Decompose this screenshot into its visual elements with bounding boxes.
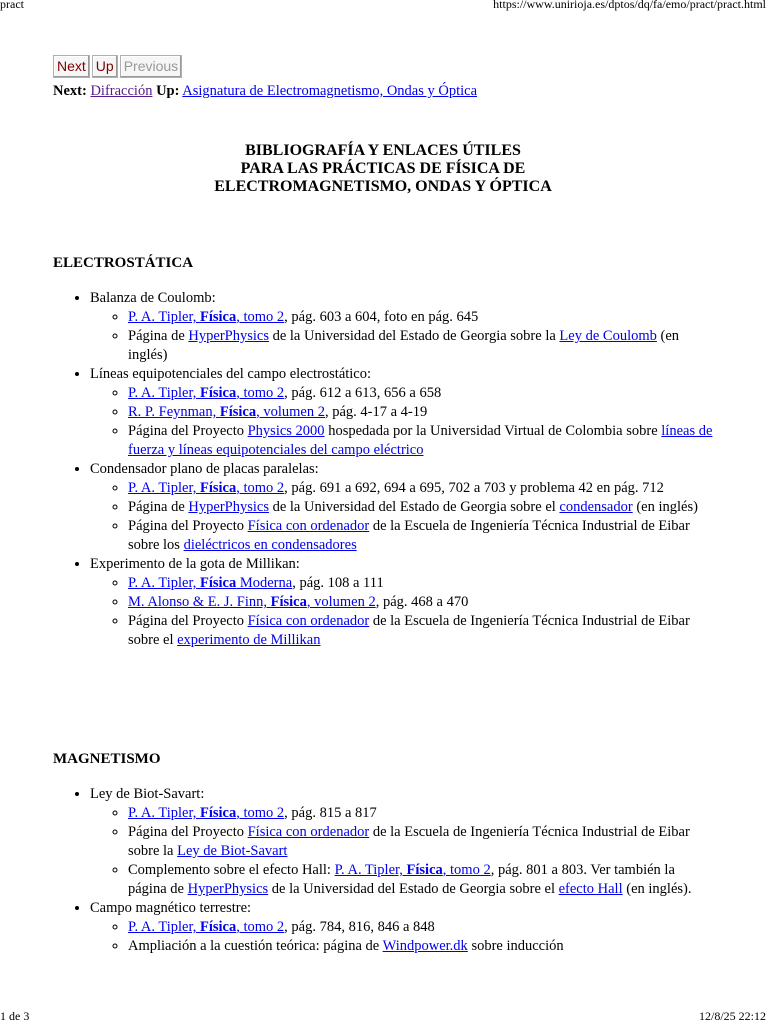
reference-text: , pág. 468 a 470 (375, 594, 469, 610)
reference-link[interactable]: Física (270, 594, 307, 610)
reference-link[interactable]: , tomo 2 (236, 480, 285, 496)
reference-link[interactable]: Física (199, 480, 237, 496)
topic-item (90, 460, 713, 555)
reference-list (90, 804, 713, 899)
reference-item (128, 861, 713, 899)
reference-list (90, 918, 713, 956)
reference-text: de la Escuela de Ingeniería Técnica Industrial de Eibar sobre la (128, 824, 690, 859)
reference-text: Página del Proyecto (128, 824, 248, 840)
reference-link[interactable]: condensador (559, 499, 633, 515)
reference-text: de la Universidad del Estado de Georgia sobre el (268, 881, 559, 897)
reference-link[interactable]: dieléctricos en condensadores (183, 537, 357, 553)
print-page-title: pract (0, 0, 24, 11)
reference-link[interactable]: P. A. Tipler, (128, 805, 200, 821)
reference-item (128, 612, 713, 650)
reference-link[interactable]: experimento de Millikan (177, 632, 321, 648)
up-label: Up: (156, 83, 180, 99)
reference-item (128, 517, 713, 555)
title-line-1: BIBLIOGRAFÍA Y ENLACES ÚTILES (245, 142, 521, 159)
reference-text: Página del Proyecto (128, 518, 248, 534)
reference-link[interactable]: , tomo 2 (236, 309, 285, 325)
print-datetime: 12/8/25 22:12 (698, 1009, 766, 1023)
title-line-3: ELECTROMAGNETISMO, ONDAS Y ÓPTICA (214, 178, 552, 195)
print-url: https://www.unirioja.es/dptos/dq/fa/emo/pract/pract.html (493, 0, 766, 11)
reference-link[interactable]: Física (199, 385, 237, 401)
reference-item (128, 593, 713, 612)
previous-button: Previous (120, 55, 182, 78)
reference-text: sobre inducción (467, 938, 564, 954)
reference-link[interactable]: , tomo 2 (236, 919, 285, 935)
reference-list (90, 384, 713, 460)
reference-text: , pág. 603 a 604, foto en pág. 645 (284, 309, 479, 325)
reference-item (128, 574, 713, 593)
reference-text: , pág. 108 a 111 (292, 575, 384, 591)
next-label: Next: (53, 83, 87, 99)
reference-link[interactable]: P. A. Tipler, (128, 309, 200, 325)
reference-list (90, 574, 713, 650)
print-page-number: 1 de 3 (0, 1009, 30, 1023)
reference-text: , pág. 4-17 a 4-19 (324, 404, 428, 420)
reference-text: (en inglés). (622, 881, 692, 897)
reference-text: Página del Proyecto (128, 613, 248, 629)
reference-text: , pág. 612 a 613, 656 a 658 (284, 385, 442, 401)
reference-item (128, 308, 713, 327)
topic-label: Campo magnético terrestre: (90, 900, 252, 916)
next-link[interactable]: Difracción (90, 83, 153, 99)
reference-text: , pág. 801 a 803. Ver también la página de (128, 862, 675, 897)
navigation-links (53, 82, 713, 101)
reference-link[interactable]: , volumen 2 (256, 404, 325, 420)
page-content (53, 55, 713, 956)
reference-link[interactable]: Física (406, 862, 443, 878)
reference-item (128, 403, 713, 422)
reference-text: hospedada por la Universidad Virtual de Colombia sobre (324, 423, 662, 439)
reference-link[interactable]: Ley de Biot-Savart (177, 843, 288, 859)
section-heading: MAGNETISMO (53, 751, 161, 767)
reference-link[interactable]: Física (199, 575, 237, 591)
up-link[interactable]: Asignatura de Electromagnetismo, Ondas y Óptica (182, 83, 478, 99)
reference-text: , pág. 691 a 692, 694 a 695, 702 a 703 y problema 42 en pág. 712 (284, 480, 664, 496)
topic-item (90, 555, 713, 650)
reference-text: Complemento sobre el efecto Hall: (128, 862, 335, 878)
reference-link[interactable]: Física (199, 309, 237, 325)
section-heading: ELECTROSTÁTICA (53, 255, 194, 271)
reference-item (128, 422, 713, 460)
reference-link[interactable]: HyperPhysics (187, 881, 269, 897)
reference-item (128, 384, 713, 403)
reference-link[interactable]: Physics 2000 (247, 423, 325, 439)
reference-link[interactable]: efecto Hall (558, 881, 623, 897)
title-line-2: PARA LAS PRÁCTICAS DE FÍSICA DE (240, 160, 526, 177)
reference-link[interactable]: P. A. Tipler, (128, 919, 200, 935)
reference-item (128, 479, 713, 498)
topic-list (53, 785, 713, 956)
reference-link[interactable]: P. A. Tipler, (128, 575, 200, 591)
reference-text: de la Universidad del Estado de Georgia sobre la (268, 328, 560, 344)
topic-label: Condensador plano de placas paralelas: (90, 461, 319, 477)
reference-link[interactable]: R. P. Feynman, (128, 404, 220, 420)
topic-item (90, 289, 713, 365)
reference-item (128, 937, 713, 956)
page-title (53, 142, 713, 196)
reference-text: de la Universidad del Estado de Georgia sobre el (268, 499, 560, 515)
topic-item (90, 785, 713, 899)
reference-link[interactable]: Física (199, 805, 237, 821)
reference-text: (en inglés) (632, 499, 698, 515)
reference-link[interactable]: , tomo 2 (236, 805, 285, 821)
reference-item (128, 804, 713, 823)
reference-link[interactable]: P. A. Tipler, (128, 480, 200, 496)
reference-text: (en inglés) (128, 328, 680, 363)
reference-link[interactable]: Moderna (236, 575, 293, 591)
topic-label: Líneas equipotenciales del campo electrostático: (90, 366, 372, 382)
topic-item (90, 899, 713, 956)
reference-link[interactable]: P. A. Tipler, (334, 862, 407, 878)
reference-link[interactable]: P. A. Tipler, (128, 385, 200, 401)
reference-item (128, 823, 713, 861)
reference-text: , pág. 815 a 817 (284, 805, 377, 821)
next-button[interactable]: Next (53, 55, 90, 78)
reference-link[interactable]: Física (219, 404, 257, 420)
reference-link[interactable]: HyperPhysics (188, 499, 269, 515)
reference-text: Página del Proyecto (128, 423, 248, 439)
reference-text: Ampliación a la cuestión teórica: página de (128, 938, 383, 954)
topic-label: Balanza de Coulomb: (90, 290, 216, 306)
reference-link[interactable]: , volumen 2 (306, 594, 376, 610)
reference-link[interactable]: Física (199, 919, 237, 935)
reference-item (128, 498, 713, 517)
reference-link[interactable]: HyperPhysics (188, 328, 269, 344)
up-button[interactable]: Up (92, 55, 118, 78)
topic-list (53, 289, 713, 650)
reference-link[interactable]: , tomo 2 (236, 385, 285, 401)
reference-link[interactable]: M. Alonso & E. J. Finn, (128, 594, 271, 610)
reference-link[interactable]: Ley de Coulomb (559, 328, 657, 344)
topic-label: Ley de Biot-Savart: (90, 786, 205, 802)
reference-link[interactable]: líneas de fuerza y líneas equipotenciales del campo eléctrico (128, 423, 713, 458)
sections-container (53, 254, 713, 956)
topic-item (90, 365, 713, 460)
reference-text: de la Escuela de Ingeniería Técnica Industrial de Eibar sobre el (128, 613, 690, 648)
reference-text: , pág. 784, 816, 846 a 848 (284, 919, 435, 935)
reference-text: Página de (128, 328, 189, 344)
topic-label: Experimento de la gota de Millikan: (90, 556, 300, 572)
reference-link[interactable]: , tomo 2 (442, 862, 491, 878)
reference-link[interactable]: Física con ordenador (247, 824, 370, 840)
reference-list (90, 308, 713, 365)
reference-text: Página de (128, 499, 189, 515)
reference-item (128, 918, 713, 937)
reference-link[interactable]: Windpower.dk (382, 938, 468, 954)
navigation-buttons (53, 55, 713, 78)
reference-text: de la Escuela de Ingeniería Técnica Industrial de Eibar sobre los (128, 518, 690, 553)
reference-link[interactable]: Física con ordenador (247, 613, 370, 629)
reference-list (90, 479, 713, 555)
print-header (0, 0, 768, 11)
reference-link[interactable]: Física con ordenador (247, 518, 370, 534)
reference-item (128, 327, 713, 365)
